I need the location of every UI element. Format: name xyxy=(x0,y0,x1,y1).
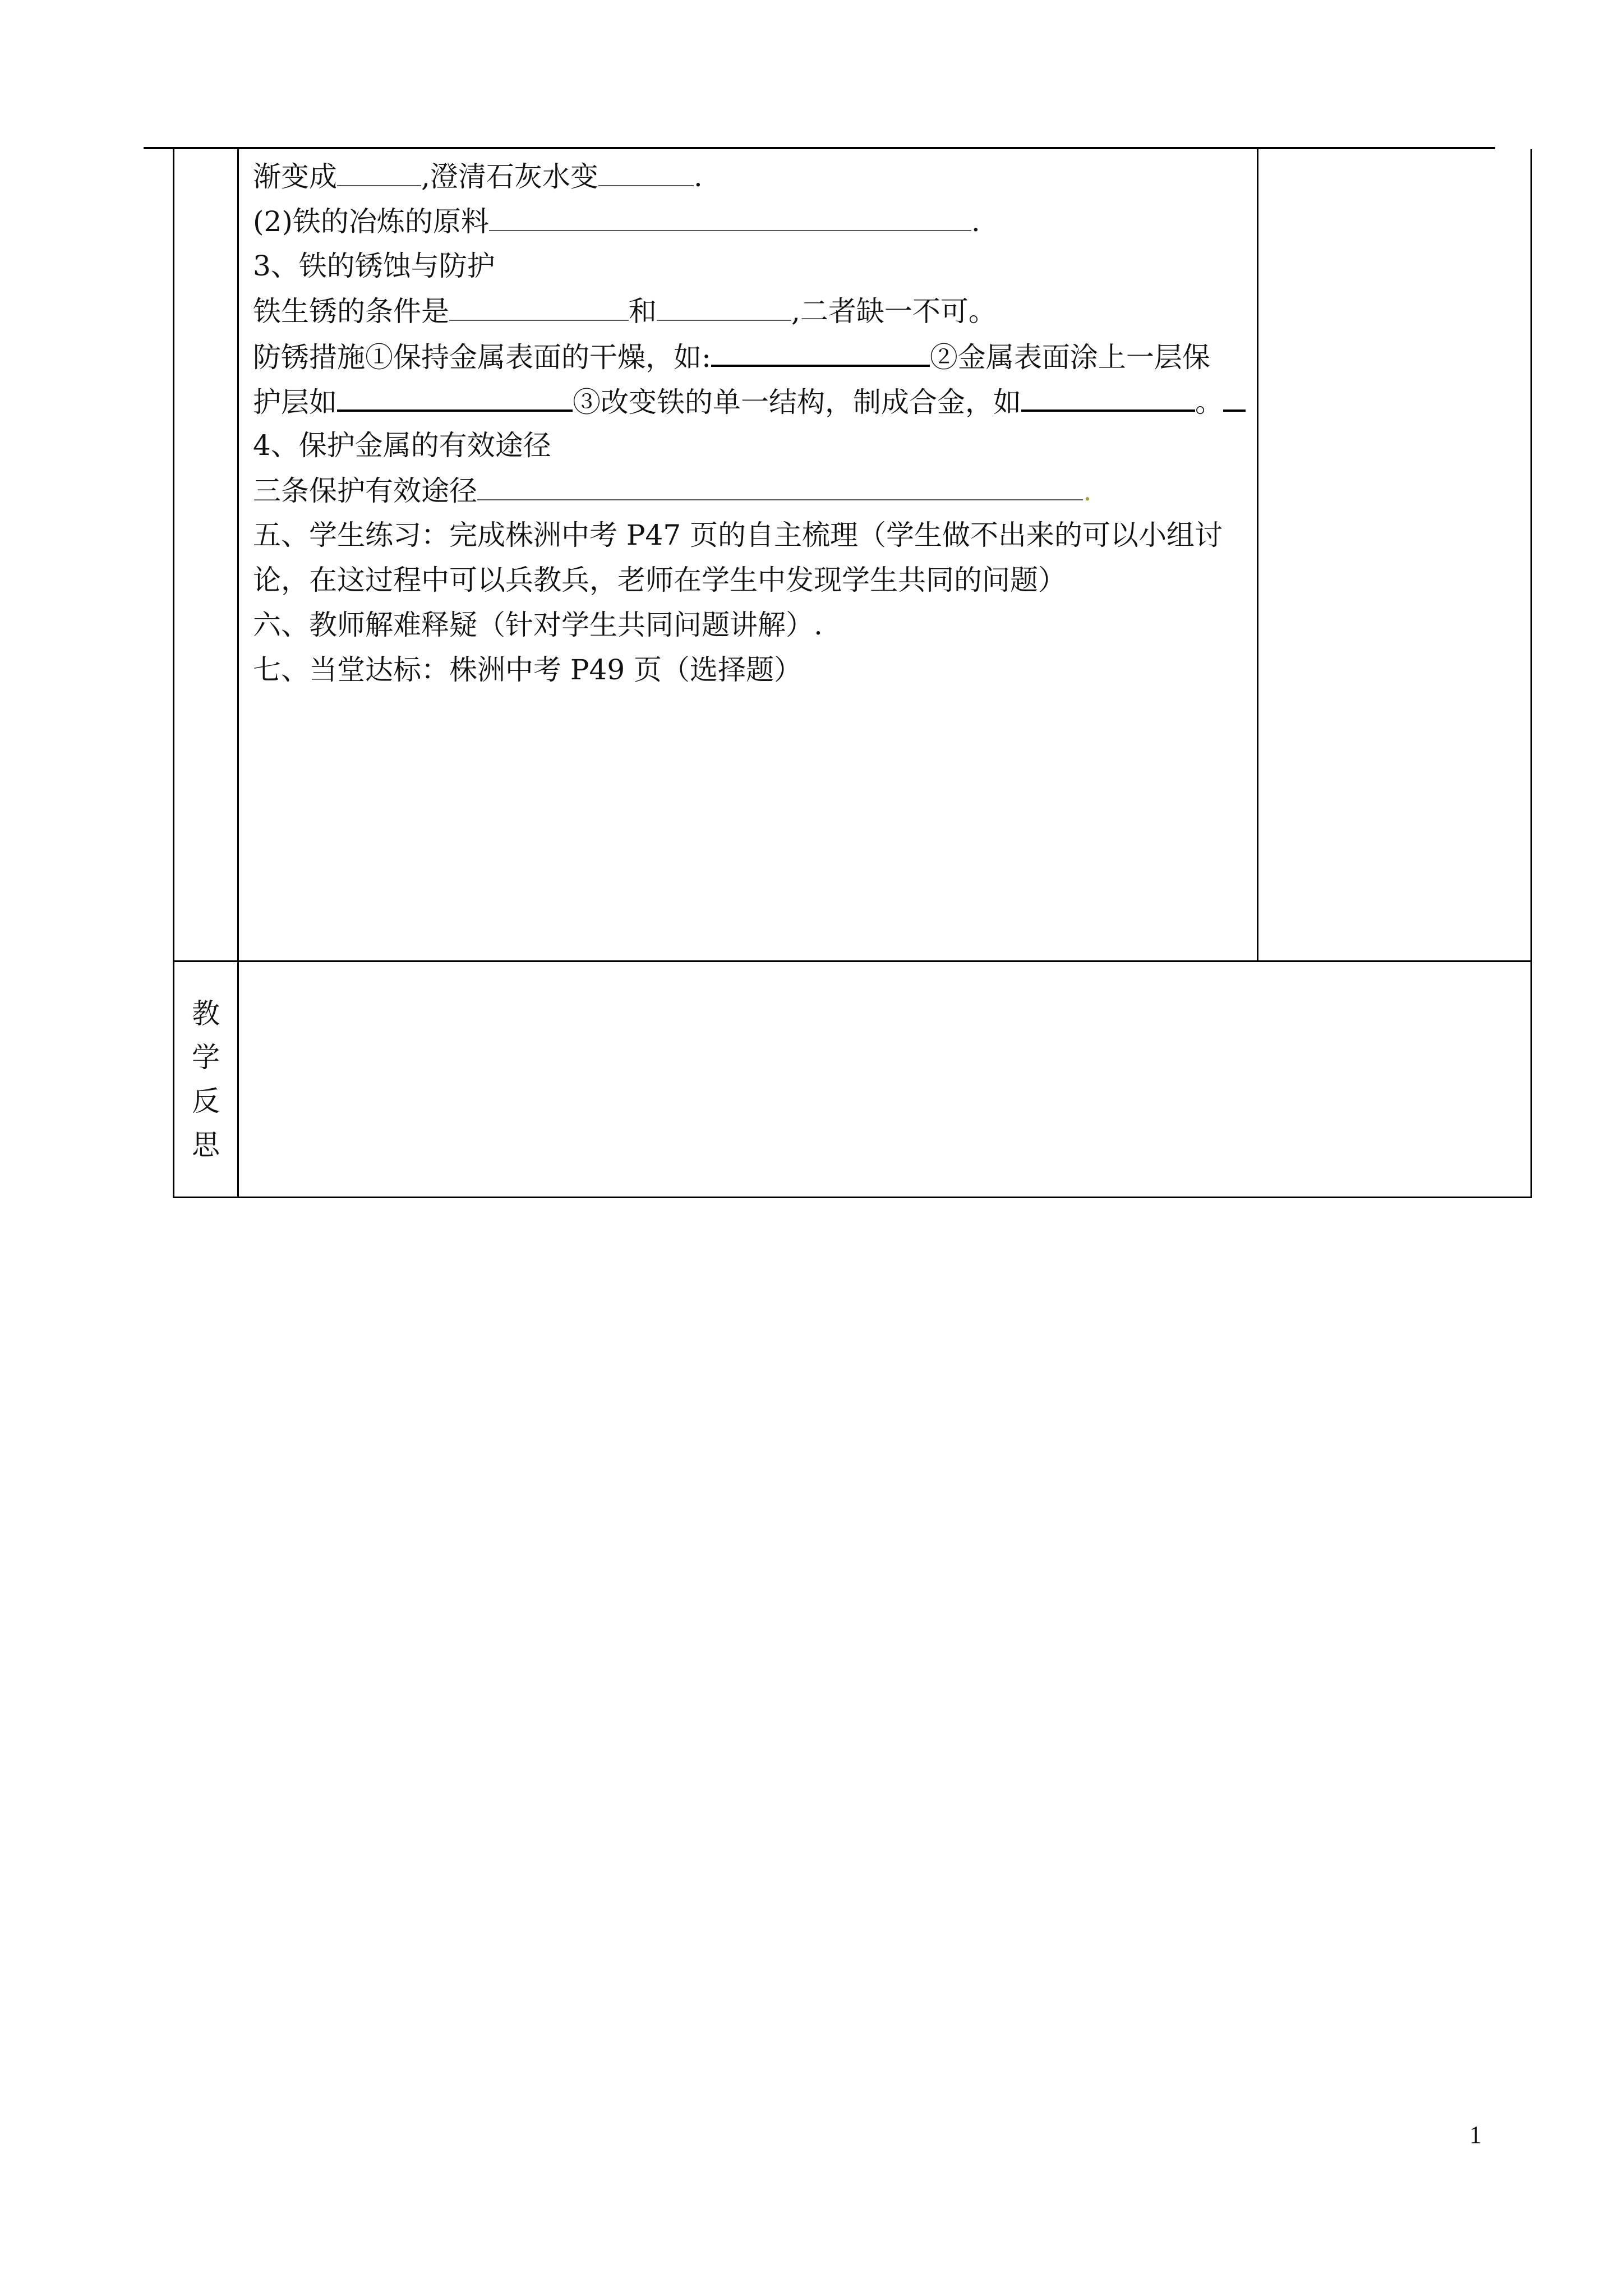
content-line-2 xyxy=(253,199,1246,243)
content-line-6 xyxy=(253,378,1246,423)
lesson-content xyxy=(253,154,1246,692)
content-line-11: 六、教师解难释疑（针对学生共同问题讲解）. xyxy=(253,609,823,641)
fill-blank[interactable] xyxy=(598,154,694,186)
content-line-4 xyxy=(253,288,1246,333)
fill-blank[interactable] xyxy=(477,468,1083,500)
label-char: 学 xyxy=(192,1041,220,1074)
content-line-1 xyxy=(253,154,1246,199)
section-heading: 3、铁的锈蚀与防护 xyxy=(253,250,495,282)
label-char: 思 xyxy=(192,1129,220,1161)
text: . xyxy=(1083,475,1092,507)
fill-blank[interactable] xyxy=(711,333,930,367)
fill-blank[interactable] xyxy=(337,378,573,412)
text: . xyxy=(693,160,703,193)
text: 护层如 xyxy=(253,386,337,418)
text: 和 xyxy=(629,295,657,328)
text: ②金属表面涂上一层保 xyxy=(929,341,1210,374)
text: (2)铁的冶炼的原料 xyxy=(253,205,489,238)
right-column-divider xyxy=(1257,149,1258,960)
text: . xyxy=(971,205,980,238)
fill-blank[interactable] xyxy=(489,199,971,231)
fill-blank[interactable] xyxy=(337,154,421,186)
fill-blank xyxy=(1223,378,1246,412)
fill-blank[interactable] xyxy=(449,288,629,321)
fill-blank[interactable] xyxy=(1021,378,1195,412)
text: 渐变成 xyxy=(253,160,337,193)
content-line-9: 五、学生练习：完成株洲中考 P47 页的自主梳理（学生做不出来的可以小组讨 xyxy=(253,519,1223,551)
row-divider xyxy=(174,960,1530,962)
fill-blank[interactable] xyxy=(657,288,791,321)
text: 三条保护有效途径 xyxy=(253,475,477,507)
text: 防锈措施①保持金属表面的干燥，如: xyxy=(253,341,711,374)
text: 铁生锈的条件是 xyxy=(253,295,449,328)
text: ,二者缺一不可。 xyxy=(791,295,997,328)
text: ③改变铁的单一结构，制成合金，如 xyxy=(573,386,1021,418)
section-heading: 4、保护金属的有效途径 xyxy=(253,429,551,462)
page-number: 1 xyxy=(1469,2121,1482,2148)
left-column-divider xyxy=(237,149,239,1197)
text: ,澄清石灰水变 xyxy=(421,160,598,193)
teaching-reflection-label xyxy=(174,960,237,1198)
content-line-10: 论，在这过程中可以兵教兵，老师在学生中发现学生共同的问题） xyxy=(253,564,1066,596)
lesson-table xyxy=(173,149,1532,1198)
text: 。 xyxy=(1195,386,1223,418)
label-char: 教 xyxy=(192,997,220,1030)
content-line-8 xyxy=(253,468,1246,513)
content-line-5 xyxy=(253,333,1246,378)
label-char: 反 xyxy=(192,1085,220,1117)
content-line-12: 七、当堂达标：株洲中考 P49 页（选择题） xyxy=(253,654,803,686)
